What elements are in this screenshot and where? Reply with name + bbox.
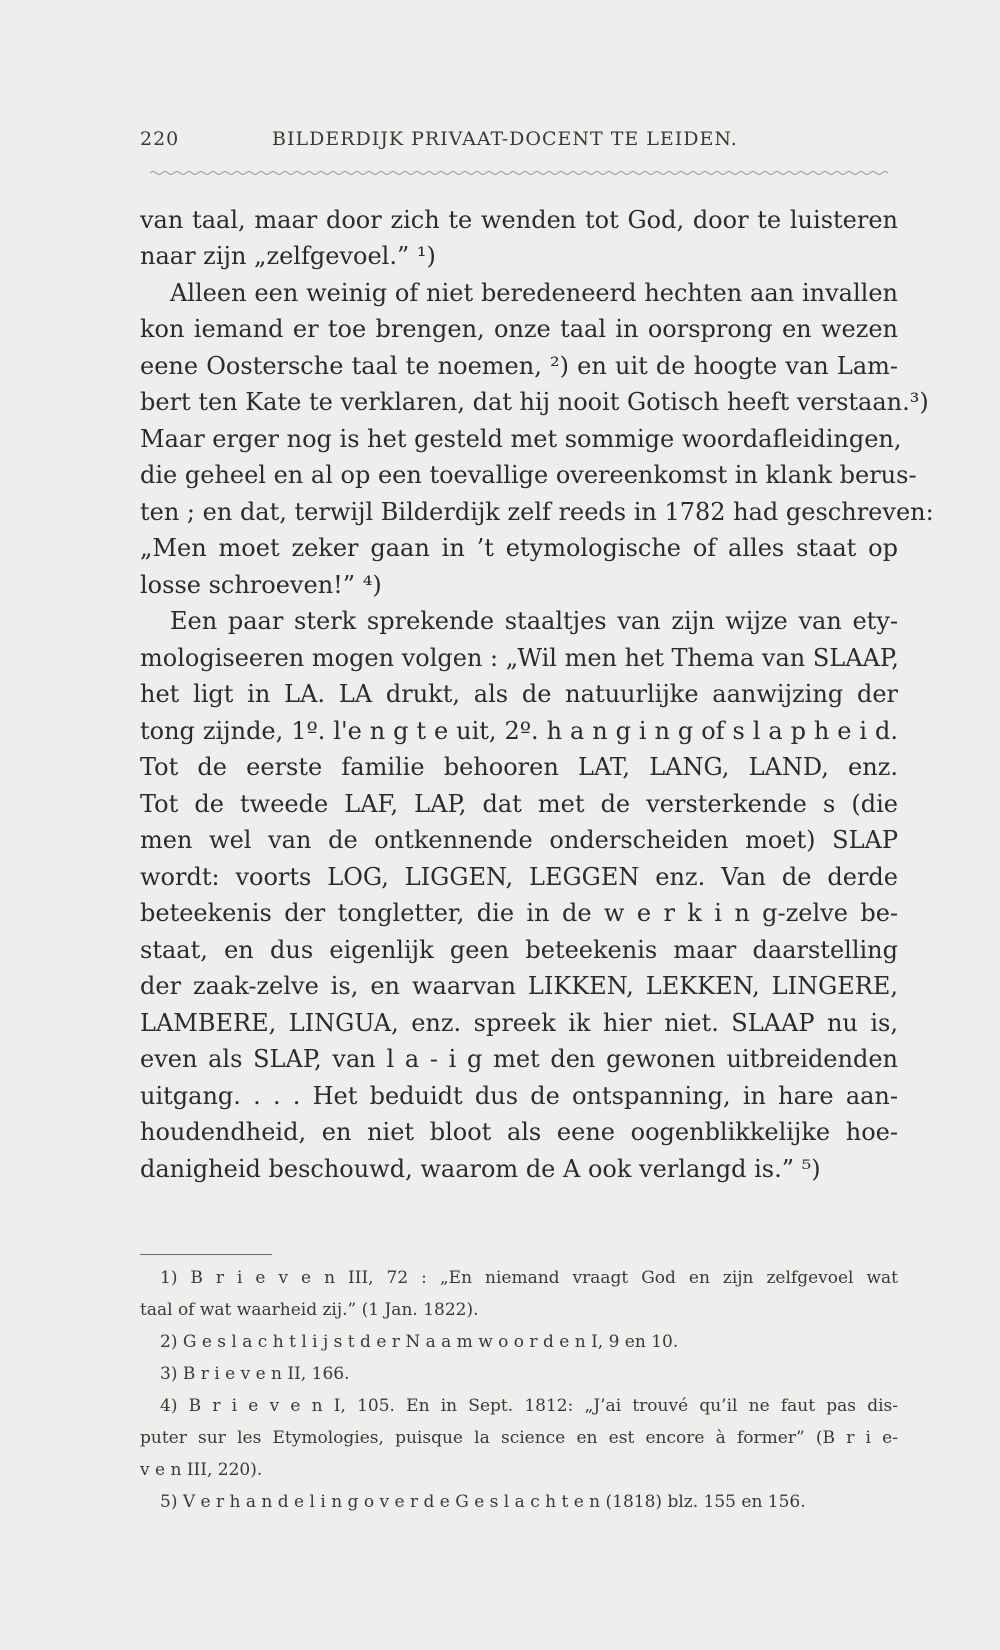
body-line: men wel van de ontkennende onderscheiden moet) SLAP bbox=[140, 826, 898, 854]
body-line: wordt: voorts LOG, LIGGEN, LEGGEN enz. Van de derde bbox=[140, 863, 898, 891]
body-line: ten ; en dat, terwijl Bilderdijk zelf reeds in 1782 had geschreven: bbox=[140, 498, 934, 526]
body-line: LAMBERE, LINGUA, enz. spreek ik hier niet. SLAAP nu is, bbox=[140, 1009, 898, 1037]
footnote-line: 2) G e s l a c h t l i j s t d e r N a a m w o o r d e n I, 9 en 10. bbox=[160, 1332, 679, 1352]
body-line: houdendheid, en niet bloot als eene oogenblikkelijke hoe- bbox=[140, 1118, 898, 1146]
page-number: 220 bbox=[140, 128, 180, 150]
body-line: Tot de tweede LAF, LAP, dat met de versterkende s (die bbox=[140, 790, 898, 818]
body-line: uitgang. . . . Het beduidt dus de ontspanning, in hare aan- bbox=[140, 1082, 898, 1110]
body-line: kon iemand er toe brengen, onze taal in oorsprong en wezen bbox=[140, 315, 898, 343]
body-line: Een paar sterk sprekende staaltjes van zijn wijze van ety- bbox=[170, 607, 898, 635]
body-line: bert ten Kate te verklaren, dat hij nooit Gotisch heeft verstaan.³) bbox=[140, 388, 929, 416]
body-line: Maar erger nog is het gesteld met sommige woordafleidingen, bbox=[140, 425, 902, 453]
body-line: beteekenis der tongletter, die in de w e r k i n g-zelve be- bbox=[140, 899, 898, 927]
ornamental-rule bbox=[150, 168, 888, 178]
body-line: „Men moet zeker gaan in ’t etymologische of alles staat op bbox=[140, 534, 898, 562]
footnote-line: 4) B r i e v e n I, 105. En in Sept. 1812: „J’ai trouvé qu’il ne faut pas dis- bbox=[160, 1396, 898, 1416]
footnote-rule bbox=[140, 1254, 272, 1255]
footnote-line: 5) V e r h a n d e l i n g o v e r d e G e s l a c h t e n (1818) blz. 155 en 156. bbox=[160, 1492, 806, 1512]
body-line: Tot de eerste familie behooren LAT, LANG, LAND, enz. bbox=[140, 753, 898, 781]
footnote-line: puter sur les Etymologies, puisque la science en est encore à former” (B r i e- bbox=[140, 1428, 898, 1448]
body-line: danigheid beschouwd, waarom de A ook verlangd is.” ⁵) bbox=[140, 1155, 821, 1183]
body-line: eene Oostersche taal te noemen, ²) en uit de hoogte van Lam- bbox=[140, 352, 898, 380]
body-line: die geheel en al op een toevallige overeenkomst in klank berus- bbox=[140, 461, 917, 489]
footnote-line: 1) B r i e v e n III, 72 : „En niemand vraagt God en zijn zelfgevoel wat bbox=[160, 1268, 898, 1288]
footnote-line: v e n III, 220). bbox=[140, 1460, 263, 1480]
running-title: BILDERDIJK PRIVAAT-DOCENT TE LEIDEN. bbox=[272, 128, 738, 150]
footnote-line: taal of wat waarheid zij.” (1 Jan. 1822). bbox=[140, 1300, 479, 1320]
footnote-line: 3) B r i e v e n II, 166. bbox=[160, 1364, 350, 1384]
body-line: het ligt in LA. LA drukt, als de natuurlijke aanwijzing der bbox=[140, 680, 898, 708]
body-line: losse schroeven!” ⁴) bbox=[140, 571, 382, 599]
body-line: Alleen een weinig of niet beredeneerd hechten aan invallen bbox=[170, 279, 898, 307]
body-line: staat, en dus eigenlijk geen beteekenis maar daarstelling bbox=[140, 936, 898, 964]
body-line: der zaak-zelve is, en waarvan LIKKEN, LEKKEN, LINGERE, bbox=[140, 972, 898, 1000]
body-line: even als SLAP, van l a - i g met den gewonen uitbreidenden bbox=[140, 1045, 898, 1073]
body-line: naar zijn „zelfgevoel.” ¹) bbox=[140, 242, 436, 270]
body-line: mologiseeren mogen volgen : „Wil men het Thema van SLAAP, bbox=[140, 644, 899, 672]
body-line: van taal, maar door zich te wenden tot God, door te luisteren bbox=[140, 206, 898, 234]
running-header bbox=[140, 128, 880, 158]
body-line: tong zijnde, 1º. l'e n g t e uit, 2º. h a n g i n g of s l a p h e i d. bbox=[140, 717, 898, 745]
